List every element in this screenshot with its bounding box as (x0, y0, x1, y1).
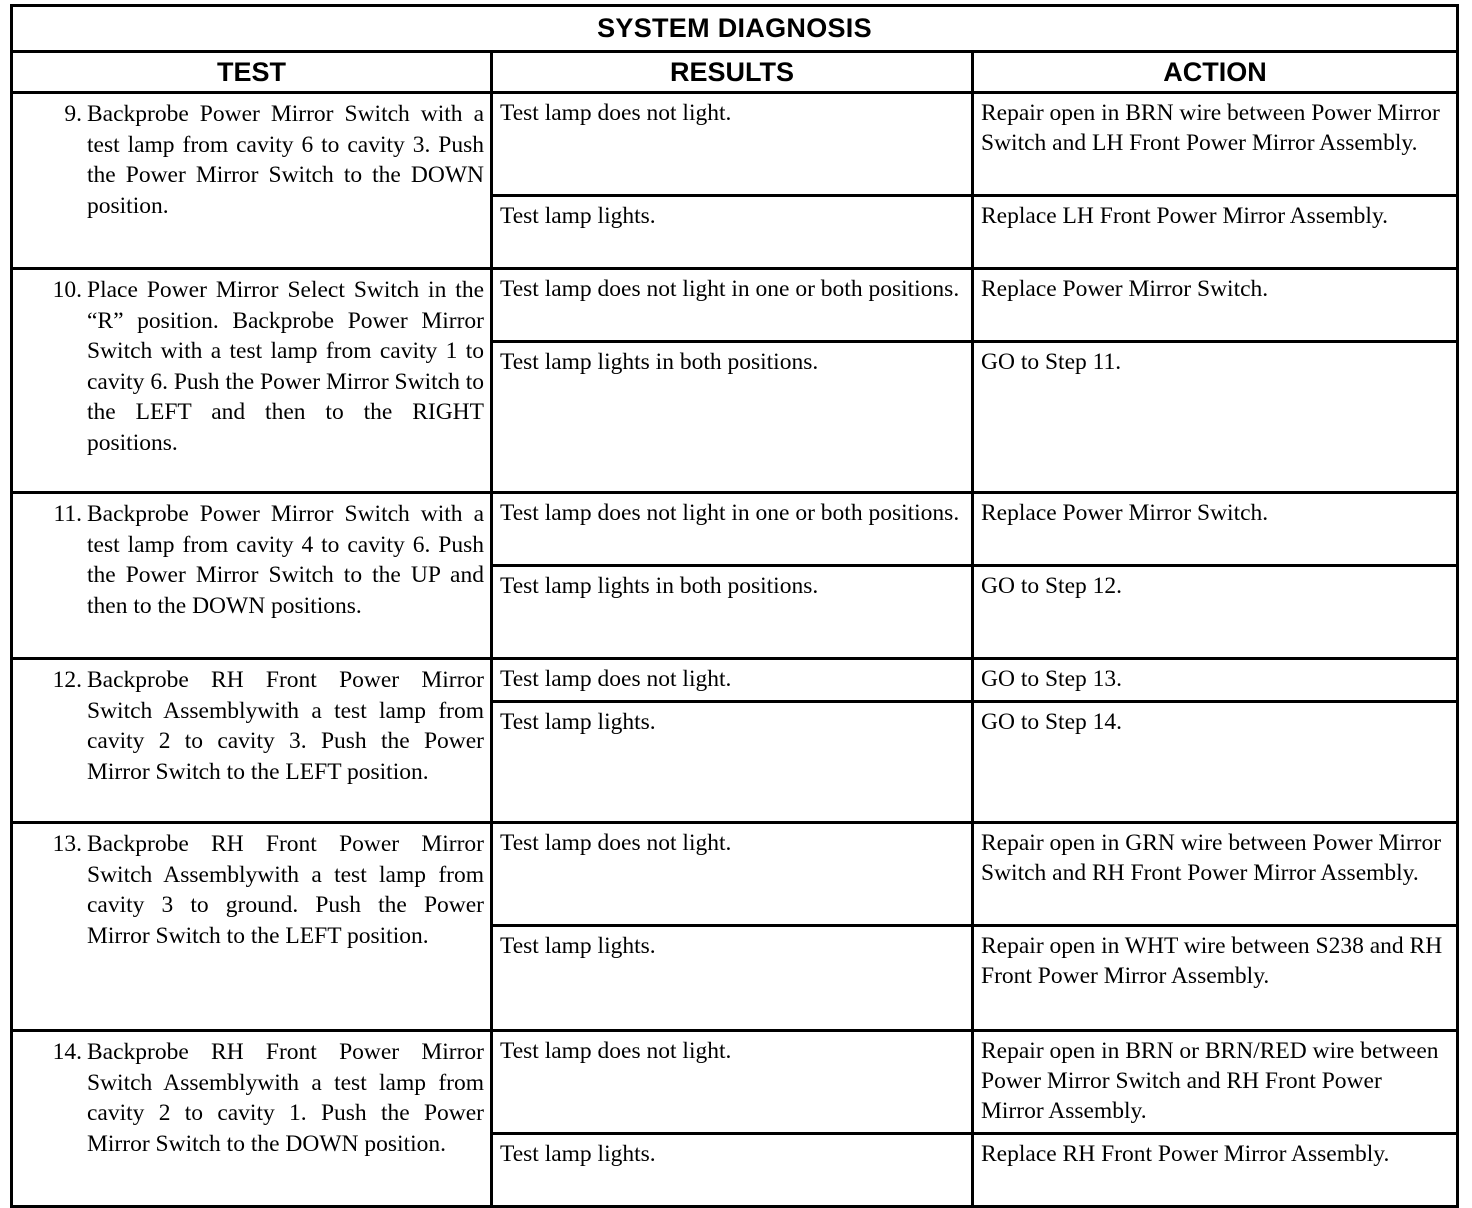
action-cell: Replace Power Mirror Switch. (973, 269, 1458, 342)
step-number: 14. (52, 1039, 82, 1065)
action-cell: GO to Step 11. (973, 342, 1458, 493)
test-cell-step-12 (12, 659, 492, 823)
result-cell: Test lamp lights. (492, 196, 973, 269)
test-description: Backprobe Power Mirror Switch with a test lamp from cavity 6 to cavity 3. Push the Power Mirror Switch to the DOWN position. (87, 101, 484, 219)
result-cell: Test lamp does not light in one or both positions. (492, 493, 973, 566)
step-number: 13. (52, 831, 82, 857)
table-row (12, 493, 1458, 566)
step-number: 9. (64, 101, 82, 127)
test-description: Backprobe Power Mirror Switch with a test lamp from cavity 4 to cavity 6. Push the Power Mirror Switch to the UP and then to the DOWN positions. (87, 501, 484, 619)
action-cell: Repair open in GRN wire between Power Mirror Switch and RH Front Power Mirror Assembly. (973, 823, 1458, 926)
column-header-results: RESULTS (492, 52, 973, 93)
test-description: Backprobe RH Front Power Mirror Switch Assemblywith a test lamp from cavity 3 to ground. Push the Power Mirror Switch to the LEFT position. (87, 831, 484, 949)
result-cell: Test lamp does not light in one or both positions. (492, 269, 973, 342)
table-row (12, 93, 1458, 196)
action-cell: Repair open in BRN wire between Power Mirror Switch and LH Front Power Mirror Assembly. (973, 93, 1458, 196)
result-cell: Test lamp lights. (492, 926, 973, 1031)
step-number: 12. (52, 667, 82, 693)
system-diagnosis-sheet (10, 4, 1456, 1208)
result-cell: Test lamp lights in both positions. (492, 566, 973, 659)
result-cell: Test lamp lights in both positions. (492, 342, 973, 493)
column-header-test: TEST (12, 52, 492, 93)
test-cell-step-10 (12, 269, 492, 493)
action-cell: Replace LH Front Power Mirror Assembly. (973, 196, 1458, 269)
test-description: Backprobe RH Front Power Mirror Switch Assemblywith a test lamp from cavity 2 to cavity 3. Push the Power Mirror Switch to the LEFT position. (87, 667, 484, 785)
action-cell: Replace Power Mirror Switch. (973, 493, 1458, 566)
table-row (12, 269, 1458, 342)
result-cell: Test lamp does not light. (492, 93, 973, 196)
result-cell: Test lamp does not light. (492, 659, 973, 702)
result-cell: Test lamp does not light. (492, 823, 973, 926)
test-cell-step-13 (12, 823, 492, 1031)
table-row (12, 1031, 1458, 1134)
table-row (12, 659, 1458, 702)
table-row (12, 823, 1458, 926)
action-cell: GO to Step 12. (973, 566, 1458, 659)
action-cell: Repair open in WHT wire between S238 and RH Front Power Mirror Assembly. (973, 926, 1458, 1031)
table-title: SYSTEM DIAGNOSIS (12, 6, 1458, 52)
column-header-action: ACTION (973, 52, 1458, 93)
test-cell-step-11 (12, 493, 492, 659)
step-number: 11. (53, 501, 82, 527)
test-cell-step-9 (12, 93, 492, 269)
result-cell: Test lamp lights. (492, 1134, 973, 1207)
action-cell: GO to Step 14. (973, 702, 1458, 823)
test-description: Backprobe RH Front Power Mirror Switch Assemblywith a test lamp from cavity 2 to cavity 1. Push the Power Mirror Switch to the DOWN position. (87, 1039, 484, 1157)
system-diagnosis-table (10, 4, 1459, 1208)
test-cell-step-14 (12, 1031, 492, 1207)
test-description: Place Power Mirror Select Switch in the “R” position. Backprobe Power Mirror Switch with a test lamp from cavity 1 to cavity 6. Push the Power Mirror Switch to the LEFT and then to the RIGHT positions. (87, 277, 484, 456)
action-cell: Repair open in BRN or BRN/RED wire between Power Mirror Switch and RH Front Power Mirror Assembly. (973, 1031, 1458, 1134)
action-cell: Replace RH Front Power Mirror Assembly. (973, 1134, 1458, 1207)
action-cell: GO to Step 13. (973, 659, 1458, 702)
result-cell: Test lamp does not light. (492, 1031, 973, 1134)
step-number: 10. (52, 277, 82, 303)
result-cell: Test lamp lights. (492, 702, 973, 823)
